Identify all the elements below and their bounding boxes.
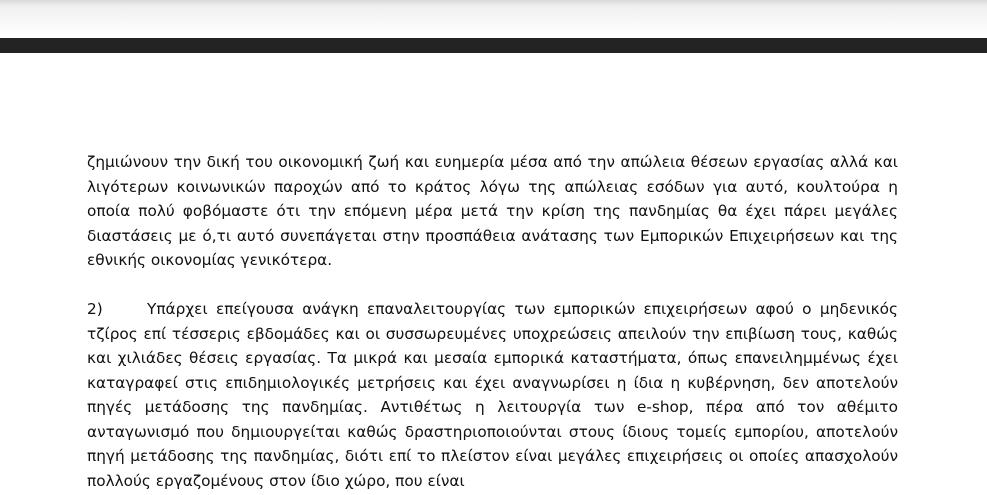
page-separator-bar: [0, 38, 987, 53]
list-item-number: 2): [87, 300, 103, 318]
paragraph-text: Υπάρχει επείγουσα ανάγκη επαναλειτουργίας των εμπορικών επιχειρήσεων αφού ο μηδενικός τζίρος επί τέσσερις εβδομάδες και οι συσσωρευμένες υποχρεώσεις απειλούν την επιβίωση τους, καθώς και χιλιάδες θέσεις εργασίας. Τα μικρά και μεσαία εμπορικά καταστήματα, όπως επανειλημμένως έχει καταγραφεί στις επιδημιολογικές μετρήσεις και έχει αναγνωρίσει η ίδια η κυβέρνηση, δεν αποτελούν πηγές μετάδοσης της πανδημίας. Αντιθέτως η λειτουργία των e-shop, πέρα από τον αθέμιτο ανταγωνισμό που δημιουργείται καθώς δραστηριοποιούνται στους ίδιους τομείς εμπορίου, αποτελούν πηγή μετάδοσης της πανδημίας, διότι επί το πλείστον είναι μεγάλες επιχειρήσεις οι οποίες απασχολούν πολλούς εργαζομένους στον ίδιο χώρο, που είναι: [87, 300, 898, 490]
viewer-top-area: [0, 0, 987, 38]
paragraph-text: ζημιώνουν την δική του οικονομική ζωή και ευημερία μέσα από την απώλεια θέσεων εργασίας αλλά και λιγότερων κοινωνικών παροχών από το κράτος λόγω της απώλειας εσόδων για αυτό, κουλτούρα η οποία πολύ φοβόμαστε ότι την επόμενη μέρα μετά την κρίση της πανδημίας θα έχει πάρει μεγάλες διαστάσεις με ό,τι αυτό συνεπάγεται στην προσπάθεια ανάτασης των Εμπορικών Επιχειρήσεων και της εθνικής οικονομίας γενικότερα.: [87, 153, 898, 269]
paragraph-1: [87, 150, 898, 273]
paragraph-2: [87, 297, 898, 493]
document-body: [87, 150, 898, 493]
